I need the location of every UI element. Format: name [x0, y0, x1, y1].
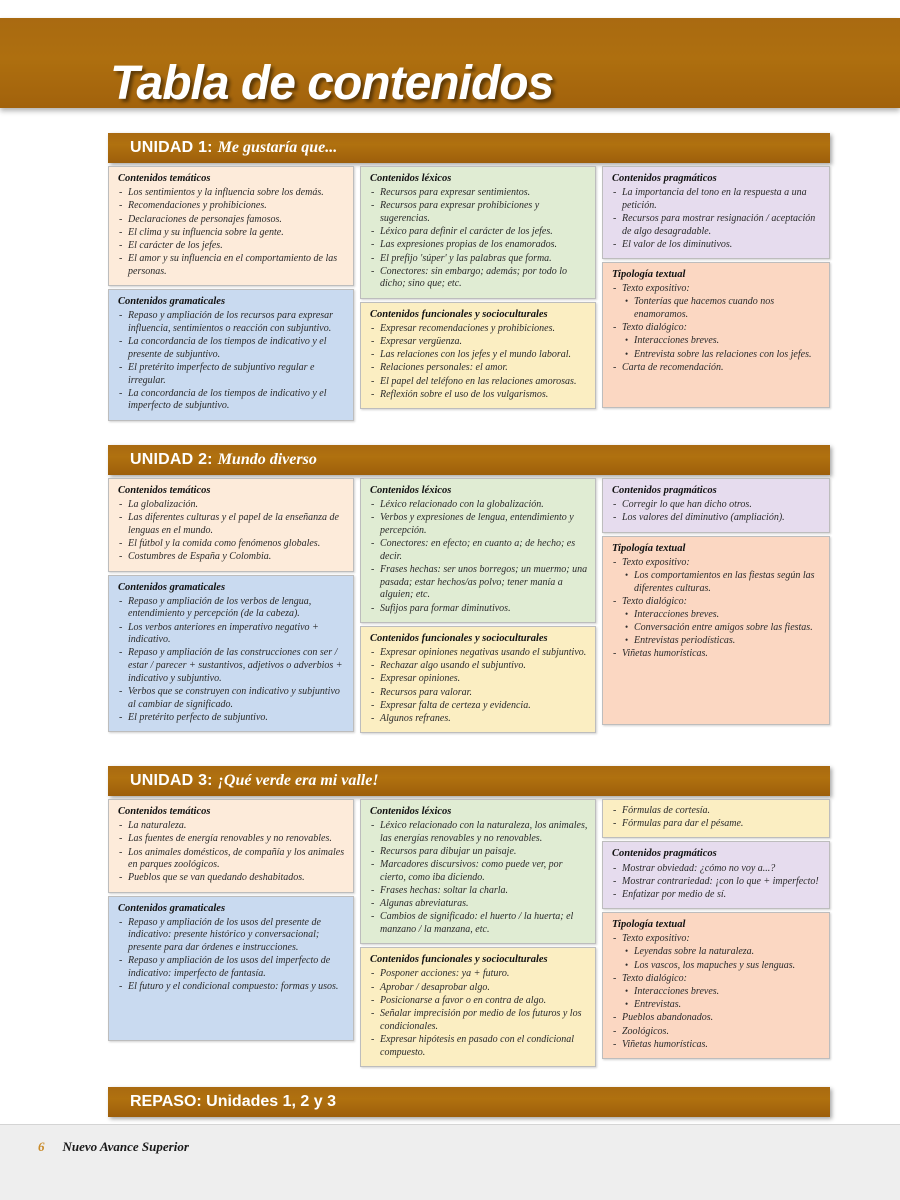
list-item: - El prefijo 'súper' y las palabras que forma.: [370, 253, 588, 266]
list-lexicos-1: [370, 187, 588, 291]
list-item: • Tonterías que hacemos cuando nos enamoramos.: [612, 296, 822, 321]
list-item: - Recursos para dibujar un paisaje.: [370, 846, 588, 859]
list-item: • Entrevista sobre las relaciones con los jefes.: [612, 349, 822, 362]
box-contenidos-gramaticales-2: [108, 575, 354, 733]
list-item: - Recursos para expresar sentimientos.: [370, 187, 588, 200]
box-contenidos-pragmaticos-3: [602, 841, 830, 909]
box-contenidos-gramaticales-1: [108, 289, 354, 421]
list-pragmaticos-1: [612, 187, 822, 251]
list-item: - Las fuentes de energía renovables y no renovables.: [118, 833, 346, 846]
box-contenidos-funcionales-1: [360, 302, 596, 409]
list-item: - El amor y su influencia en el comportamiento de las personas.: [118, 253, 346, 278]
column-right-1: [602, 166, 830, 408]
list-item: - Declaraciones de personajes famosos.: [118, 214, 346, 227]
box-contenidos-funcionales-cont-3: [602, 799, 830, 838]
list-item: - Viñetas humorísticas.: [612, 648, 822, 661]
list-item: - Léxico relacionado con la globalización.: [370, 499, 588, 512]
repaso-bar: REPASO: Unidades 1, 2 y 3: [108, 1087, 830, 1117]
list-item: - Expresar hipótesis en pasado con el condicional compuesto.: [370, 1034, 588, 1059]
list-item: • Interacciones breves.: [612, 609, 822, 622]
list-item: - Los verbos anteriores en imperativo negativo + indicativo.: [118, 622, 346, 647]
page-number: 6: [38, 1139, 45, 1154]
list-item: - Cambios de significado: el huerto / la huerta; el manzano / la manzana, etc.: [370, 911, 588, 936]
box-contenidos-funcionales-3: [360, 947, 596, 1066]
unit-number-3: UNIDAD 3:: [130, 772, 213, 789]
unit-title-2: Mundo diverso: [217, 451, 317, 468]
list-item: - Expresar vergüenza.: [370, 336, 588, 349]
list-item: - Fórmulas para dar el pésame.: [612, 818, 822, 831]
list-item: - Relaciones personales: el amor.: [370, 362, 588, 375]
list-item: - Repaso y ampliación de los usos del presente de indicativo: presente histórico y conversacional; presente para dar órdenes e instrucciones.: [118, 917, 346, 955]
list-item: - Posponer acciones: ya + futuro.: [370, 968, 588, 981]
unit-title-3: ¡Qué verde era mi valle!: [217, 772, 379, 789]
list-item: - Conectores: sin embargo; además; por todo lo dicho; sino que; etc.: [370, 266, 588, 291]
list-item: - Las relaciones con los jefes y el mundo laboral.: [370, 349, 588, 362]
list-item: - Texto expositivo:: [612, 283, 822, 296]
unit-header-3: [108, 766, 830, 796]
list-item: - Verbos y expresiones de lengua, entendimiento y percepción.: [370, 512, 588, 537]
list-tematicos-2: [118, 499, 346, 564]
list-item: - Expresar falta de certeza y evidencia.: [370, 700, 588, 713]
list-item: - Texto dialógico:: [612, 322, 822, 335]
list-item: - Verbos que se construyen con indicativo y subjuntivo al cambiar de significado.: [118, 686, 346, 711]
list-item: • Interacciones breves.: [612, 986, 822, 999]
column-middle-2: [360, 478, 596, 733]
unit-block-1: [108, 133, 830, 421]
column-middle-3: [360, 799, 596, 1067]
list-item: - Conectores: en efecto; en cuanto a; de hecho; es decir.: [370, 538, 588, 563]
list-item: - Mostrar contrariedad: ¡con lo que + imperfecto!: [612, 876, 822, 889]
list-item: - La concordancia de los tiempos de indicativo y el presente de subjuntivo.: [118, 336, 346, 361]
list-item: - El pretérito perfecto de subjuntivo.: [118, 712, 346, 725]
list-item: • Los vascos, los mapuches y sus lenguas.: [612, 960, 822, 973]
list-item: - Los animales domésticos, de compañía y los animales en parques zoológicos.: [118, 847, 346, 872]
title-banner: [0, 18, 900, 108]
box-heading: Contenidos temáticos: [118, 173, 211, 184]
list-gramaticales-3: [118, 917, 346, 994]
box-heading: Tipología textual: [612, 542, 686, 554]
list-tipologia-1: [612, 283, 822, 374]
list-item: - Mostrar obviedad: ¿cómo no voy a...?: [612, 863, 822, 876]
box-heading: Contenidos funcionales y socioculturales: [370, 632, 548, 644]
box-heading: Contenidos gramaticales: [118, 581, 226, 593]
list-item: - Corregir lo que han dicho otros.: [612, 499, 822, 512]
list-tipologia-3: [612, 933, 822, 1051]
list-item: - La concordancia de los tiempos de indicativo y el imperfecto de subjuntivo.: [118, 388, 346, 413]
list-item: - Expresar opiniones.: [370, 673, 588, 686]
box-heading: Contenidos pragmáticos: [612, 173, 717, 184]
unit-columns-2: [108, 478, 830, 733]
box-contenidos-lexicos-3: [360, 799, 596, 944]
list-item: - El pretérito imperfecto de subjuntivo regular e irregular.: [118, 362, 346, 387]
list-gramaticales-1: [118, 310, 346, 413]
list-item: • Entrevistas.: [612, 999, 822, 1012]
list-item: - Expresar opiniones negativas usando el subjuntivo.: [370, 647, 588, 660]
box-heading: Contenidos léxicos: [370, 806, 452, 817]
list-lexicos-2: [370, 499, 588, 615]
list-item: - Los sentimientos y la influencia sobre los demás.: [118, 187, 346, 200]
list-item: - Aprobar / desaprobar algo.: [370, 982, 588, 995]
list-item: - Frases hechas: soltar la charla.: [370, 885, 588, 898]
list-item: - Señalar imprecisión por medio de los futuros y los condicionales.: [370, 1008, 588, 1033]
list-item: - Sufijos para formar diminutivos.: [370, 603, 588, 616]
box-heading: Contenidos léxicos: [370, 173, 452, 184]
column-right-3: [602, 799, 830, 1059]
book-title: Nuevo Avance Superior: [62, 1139, 189, 1154]
box-heading: Contenidos gramaticales: [118, 295, 226, 307]
list-item: - Repaso y ampliación de los verbos de lengua, entendimiento y percepción (de la cabeza).: [118, 596, 346, 621]
list-item: - Recursos para valorar.: [370, 687, 588, 700]
box-heading: Contenidos temáticos: [118, 485, 211, 496]
list-item: - Expresar recomendaciones y prohibiciones.: [370, 323, 588, 336]
box-contenidos-lexicos-2: [360, 478, 596, 623]
box-tipologia-textual-2: [602, 536, 830, 725]
list-item: - Texto dialógico:: [612, 973, 822, 986]
list-item: - Pueblos que se van quedando deshabitados.: [118, 872, 346, 885]
list-item: - Léxico para definir el carácter de los jefes.: [370, 226, 588, 239]
box-heading: Contenidos léxicos: [370, 485, 452, 496]
list-item: - Las diferentes culturas y el papel de la enseñanza de lenguas en el mundo.: [118, 512, 346, 537]
list-funcionales-1: [370, 323, 588, 402]
page-title: Tabla de contenidos: [110, 57, 554, 110]
unit-columns-1: [108, 166, 830, 421]
column-middle-1: [360, 166, 596, 409]
unit-title-1: Me gustaría que...: [217, 139, 338, 156]
box-tipologia-textual-1: [602, 262, 830, 408]
list-item: - Repaso y ampliación de los usos del imperfecto de indicativo: imperfecto de fantasía.: [118, 955, 346, 980]
unit-header-2: [108, 445, 830, 475]
list-item: • Interacciones breves.: [612, 335, 822, 348]
list-item: - Recursos para mostrar resignación / aceptación de algo desagradable.: [612, 213, 822, 238]
box-contenidos-tematicos-2: [108, 478, 354, 572]
unit-block-2: [108, 445, 830, 733]
box-heading: Contenidos pragmáticos: [612, 485, 717, 496]
unit-number-2: UNIDAD 2:: [130, 451, 213, 468]
box-heading: Tipología textual: [612, 269, 686, 281]
column-left-1: [108, 166, 354, 421]
list-item: - La importancia del tono en la respuesta a una petición.: [612, 187, 822, 212]
list-item: • Conversación entre amigos sobre las fiestas.: [612, 622, 822, 635]
box-contenidos-gramaticales-3: [108, 896, 354, 1041]
list-item: - La naturaleza.: [118, 820, 346, 833]
list-item: - Enfatizar por medio de sí.: [612, 889, 822, 902]
box-heading: Contenidos funcionales y socioculturales: [370, 954, 548, 966]
list-funcionales-3: [370, 968, 588, 1059]
box-contenidos-tematicos-3: [108, 799, 354, 893]
list-item: - Recomendaciones y prohibiciones.: [118, 200, 346, 213]
list-pragmaticos-3: [612, 863, 822, 902]
list-item: - Texto expositivo:: [612, 557, 822, 570]
list-item: - Texto dialógico:: [612, 596, 822, 609]
box-contenidos-pragmaticos-1: [602, 166, 830, 259]
list-item: - Algunos refranes.: [370, 713, 588, 726]
list-item: - Frases hechas: ser unos borregos; un muermo; una pasada; estar hechos/as polvo; tener manía a alguien; etc.: [370, 564, 588, 602]
box-heading: Contenidos pragmáticos: [612, 848, 717, 860]
page-footer: [0, 1124, 900, 1200]
list-gramaticales-2: [118, 596, 346, 725]
list-funcionales-cont-3: [612, 805, 822, 831]
list-item: - Repaso y ampliación de los recursos para expresar influencia, sentimientos o reacción con subjuntivo.: [118, 310, 346, 335]
box-contenidos-pragmaticos-2: [602, 478, 830, 533]
list-item: - Repaso y ampliación de las construcciones con ser / estar / parecer + sustantivos, adjetivos o adverbios + indicativo y subjuntivo.: [118, 647, 346, 685]
box-heading: Contenidos gramaticales: [118, 902, 226, 914]
box-contenidos-tematicos-1: [108, 166, 354, 286]
list-item: • Los comportamientos en las fiestas según las diferentes culturas.: [612, 570, 822, 595]
column-left-3: [108, 799, 354, 1041]
list-item: - Posicionarse a favor o en contra de algo.: [370, 995, 588, 1008]
box-contenidos-funcionales-2: [360, 626, 596, 733]
list-item: - Rechazar algo usando el subjuntivo.: [370, 660, 588, 673]
box-heading: Contenidos temáticos: [118, 806, 211, 817]
list-tematicos-3: [118, 820, 346, 885]
column-left-2: [108, 478, 354, 732]
unit-columns-3: [108, 799, 830, 1067]
list-item: - Los valores del diminutivo (ampliación).: [612, 512, 822, 525]
list-item: - Algunas abreviaturas.: [370, 898, 588, 911]
list-item: - Viñetas humorísticas.: [612, 1039, 822, 1052]
unit-header-1: [108, 133, 830, 163]
list-item: - La globalización.: [118, 499, 346, 512]
list-item: - Recursos para expresar prohibiciones y sugerencias.: [370, 200, 588, 225]
list-item: - Zoológicos.: [612, 1026, 822, 1039]
box-contenidos-lexicos-1: [360, 166, 596, 299]
box-heading: Contenidos funcionales y socioculturales: [370, 308, 548, 320]
box-heading: Tipología textual: [612, 919, 686, 931]
list-funcionales-2: [370, 647, 588, 726]
list-item: - Léxico relacionado con la naturaleza, los animales, las energías renovables y no renovables.: [370, 820, 588, 845]
list-tipologia-2: [612, 557, 822, 662]
list-item: - Fórmulas de cortesía.: [612, 805, 822, 818]
list-item: - Costumbres de España y Colombia.: [118, 551, 346, 564]
list-item: - Marcadores discursivos: como puede ver, por cierto, como iba diciendo.: [370, 859, 588, 884]
list-item: • Entrevistas periodísticas.: [612, 635, 822, 648]
list-item: - Las expresiones propias de los enamorados.: [370, 239, 588, 252]
list-pragmaticos-2: [612, 499, 822, 525]
list-item: - Carta de recomendación.: [612, 362, 822, 375]
list-item: - El clima y su influencia sobre la gente.: [118, 227, 346, 240]
list-item: - Texto expositivo:: [612, 933, 822, 946]
list-item: - El carácter de los jefes.: [118, 240, 346, 253]
unit-block-3: [108, 766, 830, 1067]
list-item: - El fútbol y la comida como fenómenos globales.: [118, 538, 346, 551]
unit-number-1: UNIDAD 1:: [130, 139, 213, 156]
list-lexicos-3: [370, 820, 588, 937]
list-item: - Reflexión sobre el uso de los vulgarismos.: [370, 389, 588, 402]
column-right-2: [602, 478, 830, 725]
list-item: • Leyendas sobre la naturaleza.: [612, 946, 822, 959]
box-tipologia-textual-3: [602, 912, 830, 1059]
list-item: - El papel del teléfono en las relaciones amorosas.: [370, 376, 588, 389]
list-item: - El futuro y el condicional compuesto: formas y usos.: [118, 981, 346, 994]
list-item: - Pueblos abandonados.: [612, 1012, 822, 1025]
list-tematicos-1: [118, 187, 346, 278]
list-item: - El valor de los diminutivos.: [612, 239, 822, 252]
